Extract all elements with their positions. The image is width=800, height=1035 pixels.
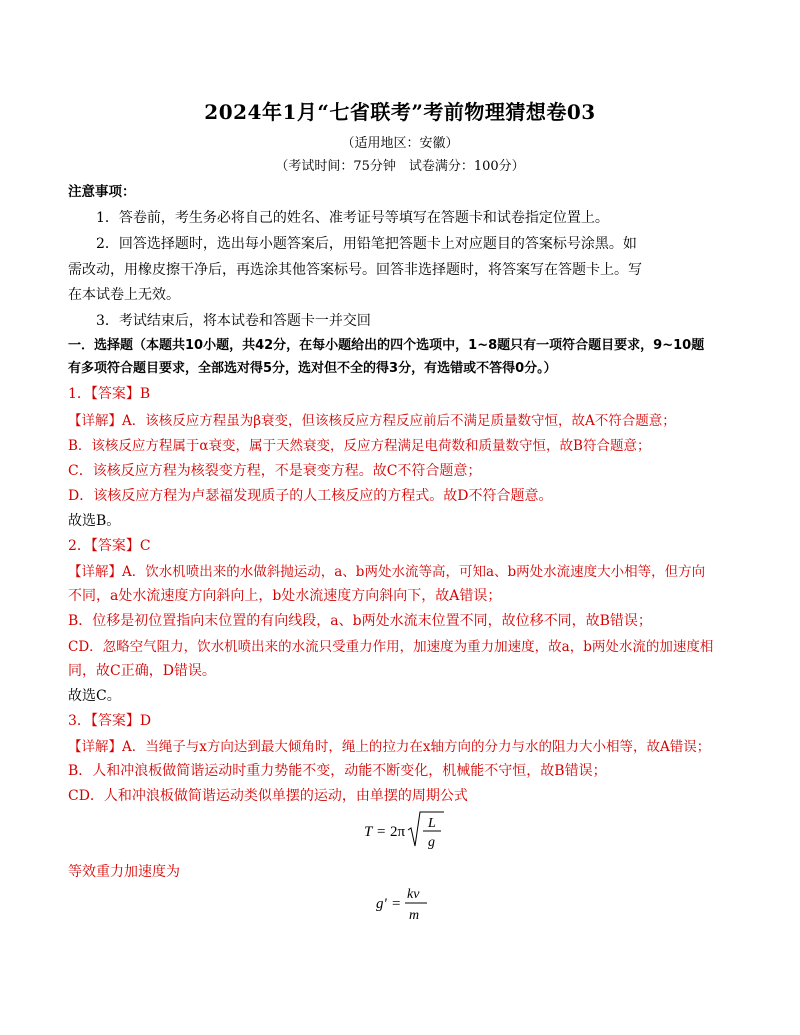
q2-conclusion: 故选C。	[68, 688, 121, 704]
q2-explain-line-1: 【详解】A．饮水机喷出来的水做斜抛运动，a、b两处水流等高，可知a、b两处水流速度大小相等，但方向	[68, 564, 706, 580]
page-title: 2024年1月“七省联考”考前物理猜想卷03	[204, 100, 596, 124]
formula2-numerator: kv	[407, 887, 420, 902]
q2-explain-line-2: 不同，a处水流速度方向斜向上，b处水流速度方向斜向下，故A错误；	[68, 588, 502, 604]
q3-explain-line-4: 等效重力加速度为	[68, 864, 180, 880]
notes-item-3: 3．考试结束后，将本试卷和答题卡一并交回	[96, 313, 371, 329]
formula1-coef: 2π	[390, 824, 406, 840]
gravity-formula	[372, 880, 442, 926]
formula2-eq: =	[392, 896, 401, 912]
formula1-lhs: T	[364, 824, 373, 840]
formula1-numerator: L	[428, 816, 436, 831]
section-heading-line-1: 一．选择题（本题共10小题，共42分，在每小题给出的四个选项中，1~8题只有一项符合题目要求，9~10题	[68, 338, 705, 353]
q1-explain-line-1: 【详解】A．该核反应方程虽为β衰变，但该核反应方程反应前后不满足质量数守恒，故A不符合题意；	[68, 413, 676, 429]
period-formula	[360, 808, 450, 854]
q2-answer: 2．【答案】C	[68, 538, 151, 554]
notes-item-1: 1．答卷前，考生务必将自己的姓名、准考证号等填写在答题卡和试卷指定位置上。	[96, 210, 609, 226]
formula2-denominator: m	[409, 908, 420, 923]
q2-explain-line-3: B．位移是初位置指向末位置的有向线段，a、b两处水流末位置不同，故位移不同，故B错误；	[68, 613, 652, 629]
exam-info-subtitle: （考试时间：75分钟 试卷满分：100分）	[275, 159, 525, 174]
formula1-eq: =	[377, 824, 386, 840]
notes-item-2-line-2: 需改动，用橡皮擦干净后，再选涂其他答案标号。回答非选择题时，将答案写在答题卡上。写	[68, 262, 642, 278]
notes-item-2-line-1: 2．回答选择题时，选出每小题答案后，用铅笔把答题卡上对应题目的答案标号涂黑。如	[96, 236, 637, 252]
formula2-lhs: g'	[376, 896, 387, 912]
q1-answer: 1．【答案】B	[68, 386, 151, 402]
q3-explain-line-2: B．人和冲浪板做简谐运动时重力势能不变，动能不断变化，机械能不守恒，故B错误；	[68, 763, 607, 779]
q2-explain-line-4: CD．忽略空气阻力，饮水机喷出来的水流只受重力作用，加速度为重力加速度，故a，b两处水流的加速度相	[68, 639, 714, 655]
q1-conclusion: 故选B。	[68, 513, 121, 529]
q3-answer: 3．【答案】D	[68, 713, 152, 729]
notes-item-2-line-3: 在本试卷上无效。	[68, 287, 180, 303]
formula1-denominator: g	[428, 835, 435, 850]
q3-explain-line-1: 【详解】A．当绳子与x方向达到最大倾角时，绳上的拉力在x轴方向的分力与水的阻力大小相等，故A错误；	[68, 739, 711, 755]
sqrt-sign	[408, 812, 444, 846]
q1-explain-line-4: D．该核反应方程为卢瑟福发现质子的人工核反应的方程式。故D不符合题意。	[68, 488, 553, 504]
section-heading-line-2: 有多项符合题目要求，全部选对得5分，选对但不全的得3分，有选错或不答得0分。）	[68, 361, 557, 376]
q1-explain-line-3: C．该核反应方程为核裂变方程，不是衰变方程。故C不符合题意；	[68, 463, 482, 479]
q3-explain-line-3: CD．人和冲浪板做简谐运动类似单摆的运动，由单摆的周期公式	[68, 788, 468, 804]
notes-heading: 注意事项：	[68, 184, 136, 200]
q2-explain-line-5: 同，故C正确，D错误。	[68, 663, 216, 679]
q1-explain-line-2: B．该核反应方程属于α衰变，属于天然衰变，反应方程满足电荷数和质量数守恒，故B符合题意；	[68, 438, 651, 454]
region-subtitle: （适用地区：安徽）	[341, 136, 459, 151]
